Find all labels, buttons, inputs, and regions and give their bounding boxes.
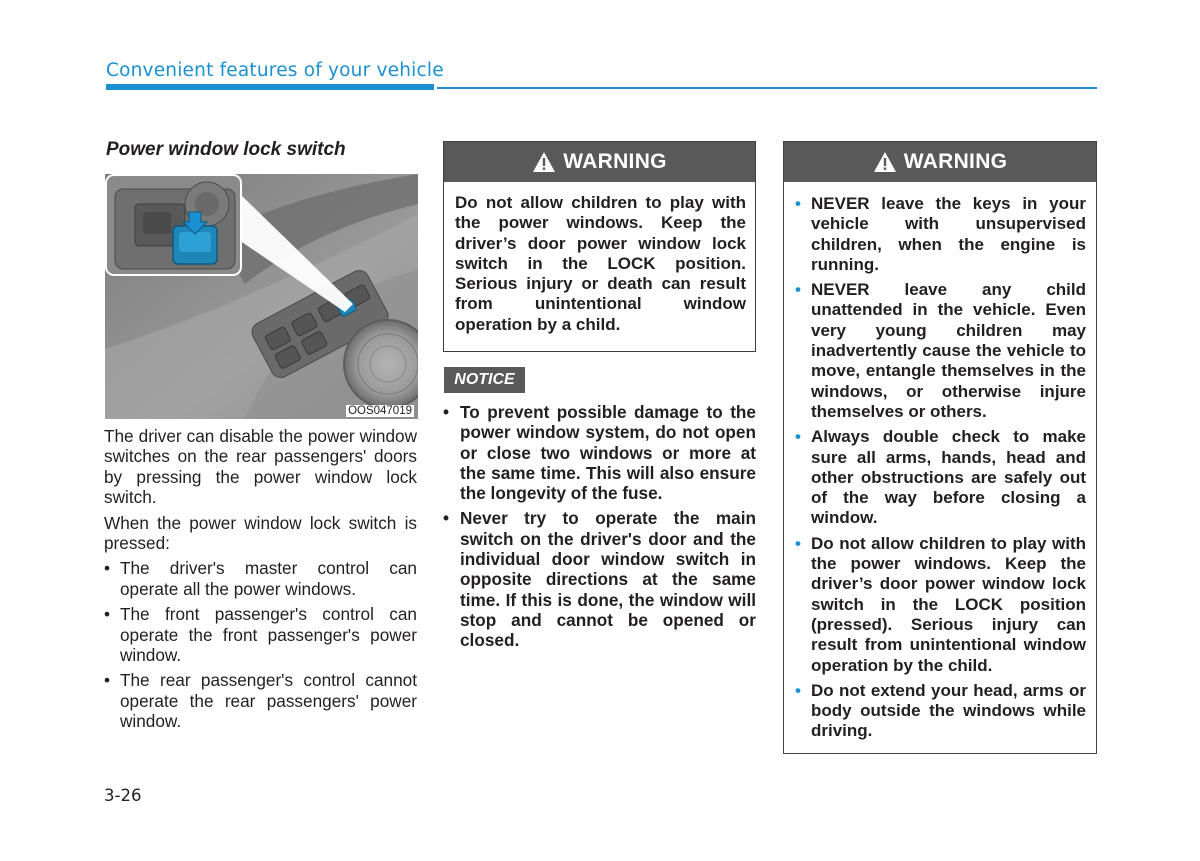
section-heading: Power window lock switch: [106, 139, 346, 160]
warning-title: WARNING: [903, 150, 1008, 173]
list-item: • The rear passenger's control cannot operate the rear passengers' power window.: [104, 670, 417, 731]
list-item: • NEVER leave any child unattended in the vehicle. Even very young children may inadvertently cause the vehicle to move, entangle themselves in the windows, or otherwise injure themselves or others.: [794, 280, 1086, 422]
figure-code: OOS047019: [348, 405, 412, 417]
header-rule-thin: [437, 87, 1097, 89]
warning-header: [444, 142, 755, 182]
list-item: • To prevent possible damage to the power window system, do not open or close two windows or more at the same time. This will also ensure the longevity of the fuse.: [443, 402, 756, 503]
running-header: Convenient features of your vehicle: [106, 60, 444, 81]
header-rule-thick: [106, 84, 434, 90]
door-switch-figure: [105, 174, 418, 419]
warning-header: [784, 142, 1096, 182]
warning-triangle-icon: [532, 151, 556, 173]
list-item: • NEVER leave the keys in your vehicle with unsupervised children, when the engine is running.: [794, 194, 1086, 275]
list-item: • Do not extend your head, arms or body outside the windows while driving.: [794, 681, 1086, 742]
when-pressed-paragraph: When the power window lock switch is pressed:: [104, 512, 417, 554]
notice-badge: NOTICE: [444, 367, 525, 393]
warning-box-general: [783, 141, 1097, 754]
lock-effects-list: [104, 558, 417, 731]
warning-box-children: [443, 141, 756, 352]
warning-title: WARNING: [563, 150, 667, 173]
notice-text: [443, 402, 756, 656]
warning-text: Do not allow children to play with the power windows. Keep the driver’s door power window lock switch in the LOCK position. Serious injury or death can result from unintentional window operation by a child.: [455, 193, 746, 334]
list-item: • Always double check to make sure all arms, hands, head and other obstructions are safely out of the way before closing a window.: [794, 427, 1086, 528]
intro-paragraph: The driver can disable the power window switches on the rear passengers' doors by pressing the power window lock switch.: [104, 426, 417, 508]
list-item: • The front passenger's control can operate the front passenger's power window.: [104, 604, 417, 665]
list-item: • Do not allow children to play with the power windows. Keep the driver’s door power window lock switch in the LOCK position (pressed). Serious injury can result from unintentional window operation by the child.: [794, 534, 1086, 676]
page-number: 3-26: [104, 786, 142, 805]
list-item: • The driver's master control can operate all the power windows.: [104, 558, 417, 599]
body-text: [104, 426, 417, 737]
door-panel-illustration: [105, 174, 418, 419]
list-item: • Never try to operate the main switch on the driver's door and the individual door window switch in opposite directions at the same time. If this is done, the window will stop and cannot be opened or closed.: [443, 508, 756, 650]
warning-list-container: [784, 182, 1096, 742]
notice-list: [443, 402, 756, 651]
warning-list: [794, 194, 1086, 742]
warning-triangle-icon: [873, 151, 897, 173]
